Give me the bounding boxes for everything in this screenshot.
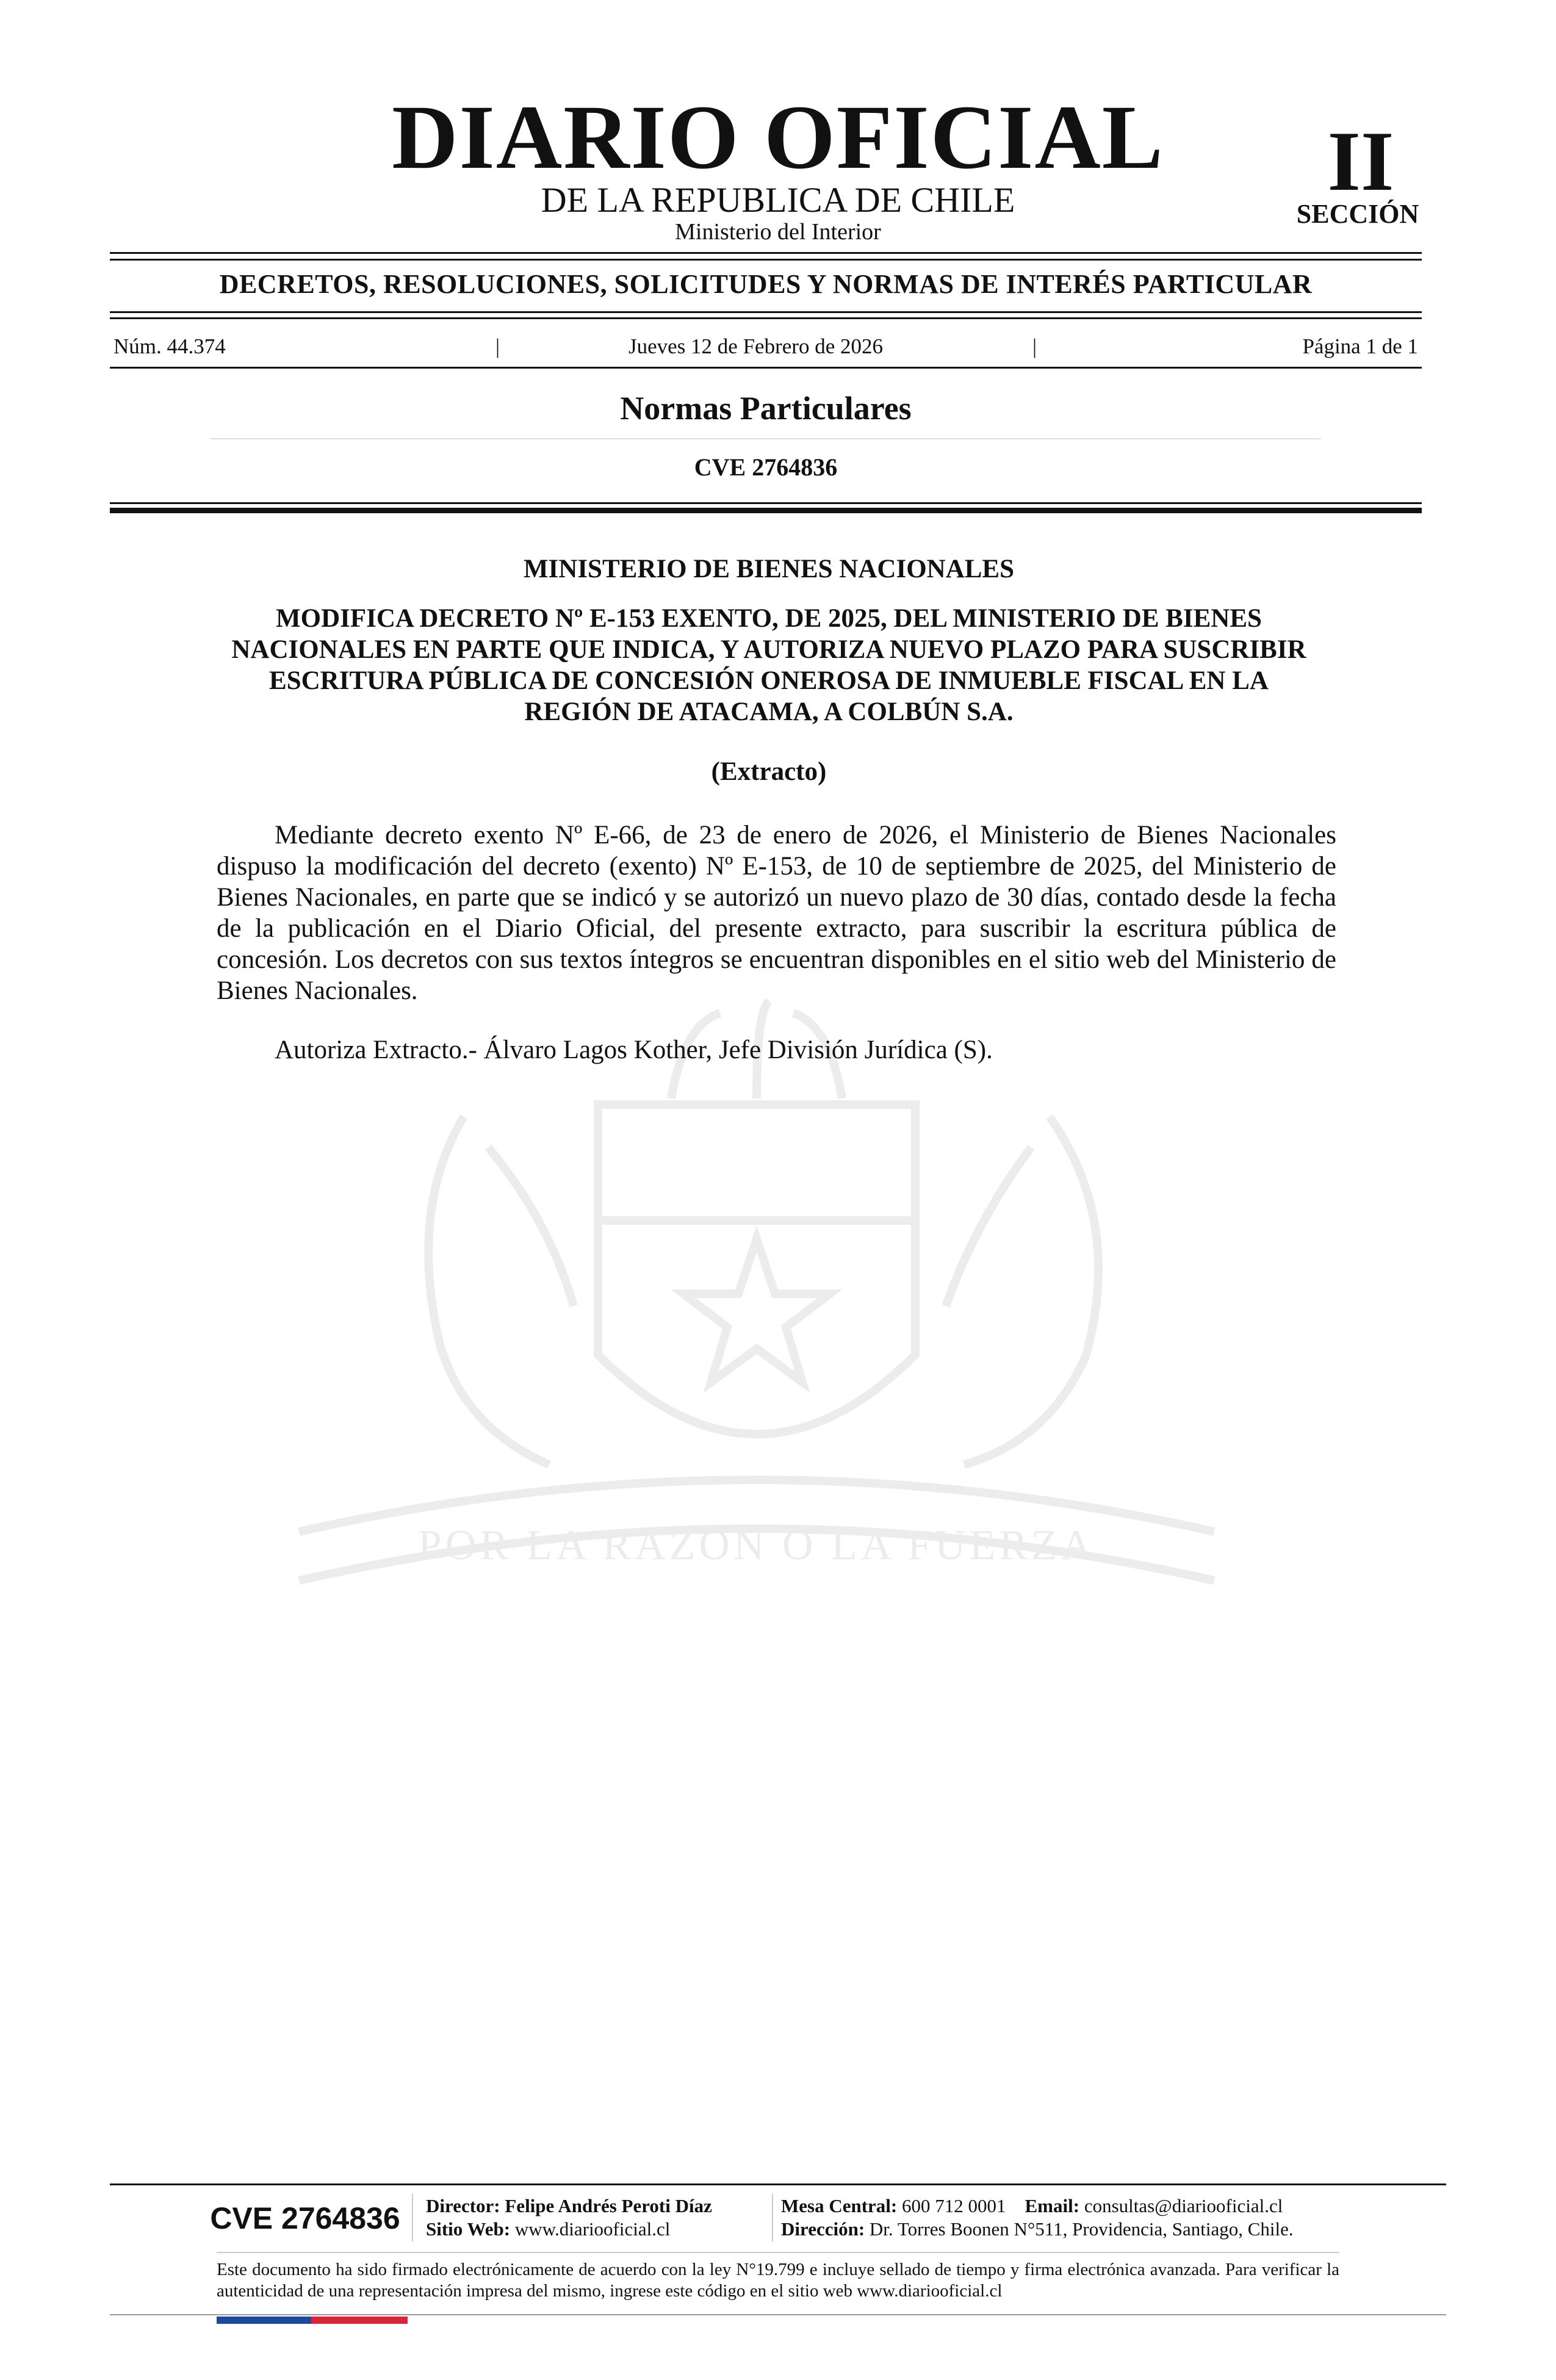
footer-director-block xyxy=(426,2194,712,2241)
address-text: Dr. Torres Boonen N°511, Providencia, Santiago, Chile. xyxy=(869,2218,1294,2240)
director-name: Felipe Andrés Peroti Díaz xyxy=(505,2195,712,2216)
section-heading: Normas Particulares xyxy=(620,390,912,427)
address-label: Dirección: xyxy=(781,2218,865,2240)
header-rule-mid-2 xyxy=(110,317,1422,319)
section-number: II xyxy=(1327,114,1394,209)
phone-number: 600 712 0001 xyxy=(902,2195,1006,2216)
header-rule-top-2 xyxy=(110,259,1422,261)
signature-note: Este documento ha sido firmado electrónicamente de acuerdo con la ley N°19.799 e incluye sellado de tiempo y firma electrónica avanzada. Para verificar la autenticidad de una representación impresa del mismo, ingrese este código en el sitio web www.diariooficial.cl xyxy=(217,2260,1339,2301)
footer-separator-2 xyxy=(772,2194,773,2241)
footer-separator-1 xyxy=(412,2194,413,2241)
email-link[interactable]: consultas@diariooficial.cl xyxy=(1084,2195,1283,2216)
footer-divider xyxy=(217,2252,1339,2253)
section-label: SECCIÓN xyxy=(1296,199,1419,229)
section-heading-divider xyxy=(211,438,1321,439)
extract-label: (Extracto) xyxy=(711,757,827,786)
flag-stripe-red xyxy=(311,2317,408,2324)
footer-cve-code: CVE 2764836 xyxy=(210,2201,400,2235)
meta-rule xyxy=(110,367,1422,369)
footer-rule xyxy=(110,2183,1446,2185)
decree-title: MODIFICA DECRETO Nº E-153 EXENTO, DE 2025, DEL MINISTERIO DE BIENES NACIONALES EN PARTE QUE INDICA, Y AUTORIZA NUEVO PLAZO PARA SUSCRIBIR ESCRITURA PÚBLICA DE CONCESIÓN ONEROSA DE INMUEBLE FISCAL EN LA REGIÓN DE ATACAMA, A COLBÚN S.A. xyxy=(231,604,1306,726)
header-rule-mid xyxy=(110,311,1422,313)
phone-label: Mesa Central: xyxy=(781,2195,898,2216)
newspaper-subtitle: DE LA REPUBLICA DE CHILE xyxy=(541,180,1015,220)
web-label: Sitio Web: xyxy=(426,2218,511,2240)
issue-number: Núm. 44.374 xyxy=(113,334,226,358)
ministry-line: Ministerio del Interior xyxy=(675,219,881,245)
newspaper-title: DIARIO OFICIAL xyxy=(392,87,1164,188)
footer-bottom-rule xyxy=(110,2314,1446,2315)
director-label: Director: xyxy=(426,2195,500,2216)
body-paragraph: Mediante decreto exento Nº E-66, de 23 de enero de 2026, el Ministerio de Bienes Nacionales dispuso la modificación del decreto (exento) Nº E-153, de 10 de septiembre de 2025, del Ministerio de Bienes Nacionales, en parte que se indicó y se autorizó un nuevo plazo de 30 días, contado desde la fecha de la publicación en el Diario Oficial, del presente extracto, para suscribir la escritura pública de concesión. Los decretos con sus textos íntegros se encuentran disponibles en el sitio web del Ministerio de Bienes Nacionales. xyxy=(217,821,1336,1005)
meta-separator-1: | xyxy=(495,334,500,358)
header-rule-top xyxy=(110,252,1422,254)
ministry-heading: MINISTERIO DE BIENES NACIONALES xyxy=(523,555,1015,583)
meta-separator-2: | xyxy=(1032,334,1037,358)
coat-of-arms-watermark-icon xyxy=(207,964,1306,1666)
cve-code: CVE 2764836 xyxy=(694,453,838,481)
watermark-motto: POR LA RAZON O LA FUERZA xyxy=(417,1522,1096,1569)
cve-rule xyxy=(110,502,1422,504)
page-number: Página 1 de 1 xyxy=(1302,334,1418,358)
cve-rule-thick xyxy=(110,508,1422,513)
flag-stripe-blue xyxy=(217,2317,311,2324)
issue-meta-row xyxy=(110,334,1422,359)
band-title: DECRETOS, RESOLUCIONES, SOLICITUDES Y NORMAS DE INTERÉS PARTICULAR xyxy=(219,269,1313,299)
footer-contact-block xyxy=(781,2194,1294,2241)
issue-date: Jueves 12 de Febrero de 2026 xyxy=(629,334,883,358)
authorization-paragraph: Autoriza Extracto.- Álvaro Lagos Kother, Jefe División Jurídica (S). xyxy=(275,1036,993,1064)
web-link[interactable]: www.diariooficial.cl xyxy=(514,2218,671,2240)
email-label: Email: xyxy=(1025,2195,1080,2216)
